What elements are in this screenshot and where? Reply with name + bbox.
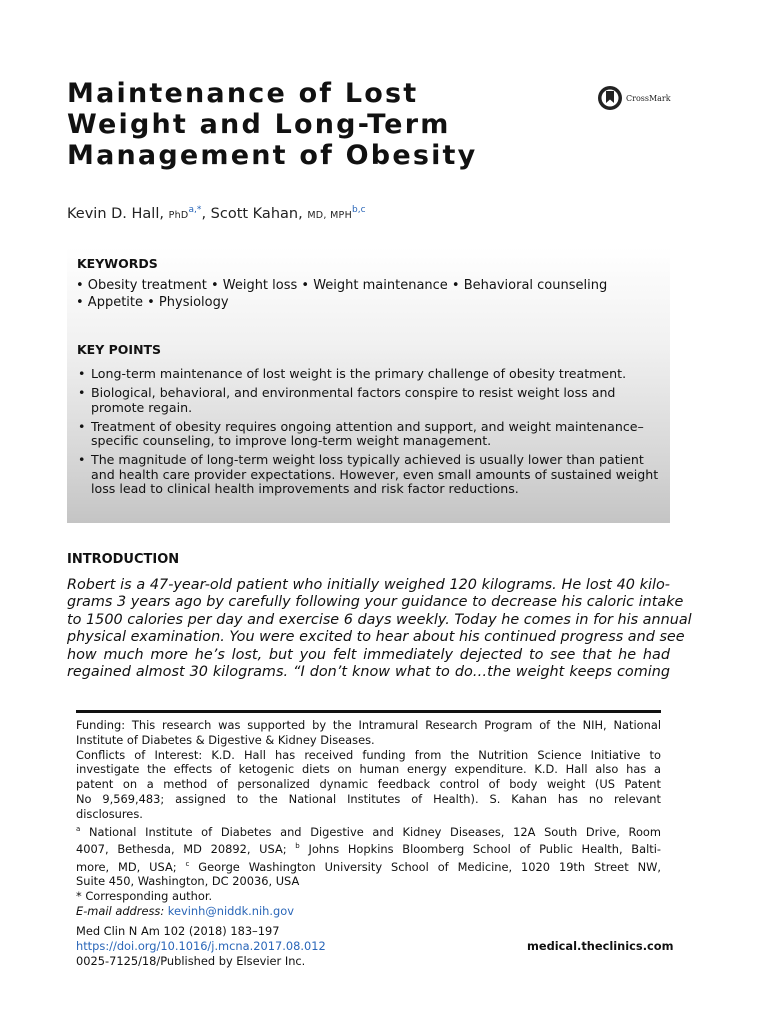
conflicts-note: Conflicts of Interest: K.D. Hall has received funding from the Nutrition Science Initiative to [76,747,661,762]
key-point-text: Biological, behavioral, and environmental factors conspire to resist weight loss and promote regain. [91,384,616,415]
key-point-text: Treatment of obesity requires ongoing attention and support, and weight maintenance–specific counseling, to improve long-term weight management. [91,418,644,449]
key-point-text: The magnitude of long-term weight loss typically achieved is usually lower than patient and health care provider expectations. However, even small amounts of sustained weight loss lead to clinical health improvements and risk factor reductions. [91,452,659,497]
affiliation-marker: b [295,842,300,851]
bullet: • [78,366,86,381]
title-line: Weight and Long-Term [67,109,451,140]
bullet: • [78,452,86,468]
doi-link[interactable]: https://doi.org/10.1016/j.mcna.2017.08.012 [76,939,326,953]
crossmark-icon [597,85,623,111]
email-label: E-mail address: [76,903,165,918]
bullet: • [78,384,86,400]
text-line: how much more he’s lost, but you felt immediately dejected to see that he had [67,646,670,663]
list-item [76,420,660,449]
email-link[interactable]: kevinh@niddk.nih.gov [167,903,294,918]
journal-site-link[interactable]: medical.theclinics.com [527,939,674,953]
text-line: grams 3 years ago by carefully following your guidance to decrease his caloric intake [67,594,684,611]
affiliation-text: George Washington University School of Medicine, 1020 19th Street NW, [189,859,661,874]
article-title [67,78,587,171]
author-name: Kevin D. Hall, [67,205,164,222]
affiliation-text: more, MD, USA; [76,859,186,874]
corresponding-author-note: * Corresponding author. [76,889,213,904]
affiliation-line: Suite 450, Washington, DC 20036, USA [76,874,300,889]
footnotes [76,718,661,919]
keywords-list: • Obesity treatment • Weight loss • Weight maintenance • Behavioral counseling [76,278,608,293]
author-line [67,205,366,222]
keywords-list: • Appetite • Physiology [76,295,229,310]
text-line: to 1500 calories per day and exercise 6 days weekly. Today he comes in for his annual [67,611,692,628]
crossmark-badge[interactable] [597,85,671,111]
affiliation-marker: a [76,824,81,833]
conflicts-note: No 9,569,483; assigned to the National Institutes of Health). S. Kahan has no relevant [76,791,661,806]
crossmark-label: CrossMark [626,93,671,103]
conflicts-note: disclosures. [76,806,143,821]
affiliation-line [76,822,661,840]
list-item [76,367,660,382]
footnote-divider [76,710,661,713]
key-points-list [76,367,660,501]
author-degree: PhD [168,209,189,221]
conflicts-note: patent on a method of personalized dynamic feedback control of body weight (US Patent [76,777,661,792]
keywords-heading: KEYWORDS [77,256,158,271]
citation-block [76,924,326,969]
affiliation-marker: c [185,859,190,868]
email-line [76,904,661,919]
affiliation-link[interactable]: a,* [188,205,202,215]
text-line: Robert is a 47-year-old patient who initially weighed 120 kilograms. He lost 40 kilo- [67,577,670,593]
funding-note: Funding: This research was supported by the Intramural Research Program of the NIH, National [76,718,661,732]
title-line: Management of Obesity [67,140,478,171]
conflicts-note: investigate the effects of ketogenic diets on human energy expenditure. K.D. Hall also has a [76,762,661,777]
key-points-heading: KEY POINTS [77,342,162,357]
affiliation-text: National Institute of Diabetes and Digestive and Kidney Diseases, 12A South Drive, Room [80,824,661,839]
author-degree: MD, MPH [307,209,353,221]
keywords-keypoints-box [67,247,670,523]
list-item [76,453,660,497]
text-line: physical examination. You were excited to hear about his continued progress and see [67,629,685,646]
title-line: Maintenance of Lost [67,78,419,109]
funding-note: Institute of Diabetes & Digestive & Kidney Diseases. [76,732,375,747]
section-heading: INTRODUCTION [67,552,180,567]
affiliation-link[interactable]: b,c [352,205,366,215]
bullet: • [78,418,86,434]
journal-citation: Med Clin N Am 102 (2018) 183–197 [76,924,280,938]
affiliation-line [76,839,661,857]
author-name: Scott Kahan, [210,205,303,222]
list-item [76,386,660,415]
intro-paragraph [67,577,692,681]
affiliation-text: Johns Hopkins Bloomberg School of Public Health, Balti- [299,841,661,856]
key-point-text: Long-term maintenance of lost weight is the primary challenge of obesity treatment. [91,366,627,381]
author-separator: , [201,205,207,222]
text-line: regained almost 30 kilograms. “I don’t know what to do…the weight keeps coming [67,664,670,681]
affiliation-text: 4007, Bethesda, MD 20892, USA; [76,841,296,856]
issn-line: 0025-7125/18/Published by Elsevier Inc. [76,954,306,968]
affiliation-line [76,857,661,875]
